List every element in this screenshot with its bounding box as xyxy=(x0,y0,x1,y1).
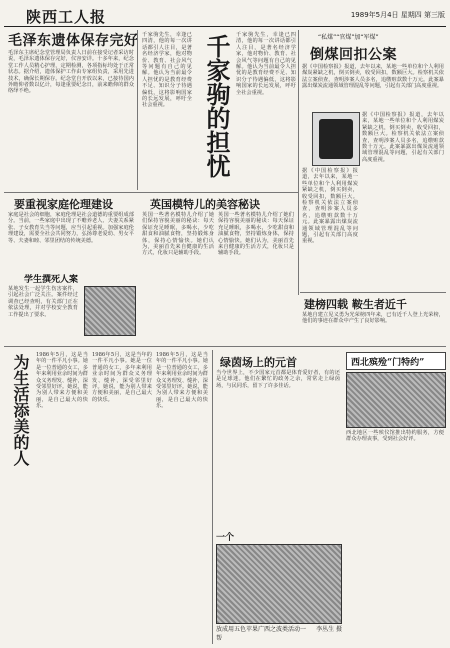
article-kill-body-a: 千家驹先生，幸逢已四清，他的每一次讲话都引人注目，是著名经济学家，他对物价、教育、社会风气等问题有自己的见解。他认为当前最令人担忧的是教育经费不足、知识分子待遇偏低，这将影响国家的长远发展，呼吁全社会重视。 xyxy=(142,32,192,109)
tagline-scandal: “私煤”“官煤”加“军煤” xyxy=(318,34,379,41)
photo-credit: 李丛生 摄 xyxy=(316,626,342,633)
column-rule xyxy=(298,30,299,295)
article-life-body-a: 1986年5月，这是当年的一件平凡小事。她是一位普通的女工，多年来利用业余时间为群众义务理发、缝补，深受邻里好评。她说，能为别人带来方便和美丽，是自己最大的快乐。 xyxy=(36,352,88,410)
masthead-title: 陕西工人报 xyxy=(26,8,107,26)
article-family-body: 家庭是社会的细胞，家庭伦理是社会道德的重要组成部分。当前，一些家庭中出现了不赡养老人、夫妻关系紧张、子女教育失当等问题，应当引起重视。加强家庭伦理建设，需要全社会共同努力，弘扬尊老爱幼、男女平等、夫妻和睦、邻里团结的传统美德。 xyxy=(8,212,134,244)
masthead-rule xyxy=(4,26,446,27)
article-english-body-a: 英国一些著名模特儿介绍了她们保持容貌美丽的秘诀：每天保证充足睡眠，多喝水，少吃甜食和油腻食物，坚持锻炼身体，保持心情愉快。她们认为，美丽首先来自健康的生活方式，化妆只是辅助手段。 xyxy=(142,212,214,257)
seal-logo xyxy=(312,112,360,166)
section-rule xyxy=(4,346,446,347)
photo-bottom xyxy=(216,544,342,624)
photo-north xyxy=(346,372,446,428)
headline-green: 绿茵场上的元首 xyxy=(220,356,297,369)
headline-family: 要重视家庭伦理建设 xyxy=(14,198,113,211)
column-rule xyxy=(212,350,213,644)
article-kill-body-b: 千家驹先生，幸逢已四清，他的每一次讲话都引人注目，是著名经济学家，他对物价、教育、社会风气等问题有自己的见解。他认为当前最令人担忧的是教育经费不足、知识分子待遇偏低，这将影响国家的长远发展，呼吁全社会重视。 xyxy=(236,32,296,96)
column-rule xyxy=(137,30,138,190)
article-north-body: 西北地区一些殡仪馆推出特约服务，方便群众办理丧事，受到社会好评。 xyxy=(346,430,444,443)
article-mao-body: 毛泽东主席纪念堂管理局负责人日前在接受记者采访时说，毛泽东遗体保存完好，仪容安详。十多年来，纪念堂工作人员精心护理，定期检测，各项指标均处于正常状态。据介绍，遗体保护工作由专家组负责，采用先进技术，确保长期保存。纪念堂自开放以来，已接待国内外瞻仰者数以亿计，每逢重要纪念日，前来瞻仰的群众络绎不绝。 xyxy=(8,50,134,95)
article-diff-body: 某地自建立见义勇为光荣榜四年来，已有近千人登上光荣榜，他们的事迹在群众中产生了良好影响。 xyxy=(302,312,444,325)
photo-caption: 放成用五色苹果广西之波类活动一帮 xyxy=(216,626,307,642)
headline-scandal: 倒煤回扣公案 xyxy=(310,47,397,63)
photo-cartoon xyxy=(84,286,136,336)
headline-pkg: 学生撰死人案 xyxy=(24,275,79,285)
headline-english: 英国模特儿的美容秘诀 xyxy=(150,198,260,211)
headline-mao: 毛泽东遗体保存完好 xyxy=(8,33,139,49)
article-scandal-body-c: 据《中国检察报》报道，去年以来，某地一些单位和个人利用煤炭紧缺之机，倒买倒卖，收受回扣，数额巨大。检察机关依法立案侦查，查明涉案人员多名，追缴赃款数十万元。此案暴露出煤炭流通领域管理混乱等问题，引起有关部门高度重视。 xyxy=(302,168,358,245)
section-rule xyxy=(4,192,298,193)
headline-cat: 一个 xyxy=(216,533,235,543)
section-rule xyxy=(300,292,446,293)
article-pkg-body: 某地发生一起学生伤害案件，引起社会广泛关注。案件经过调查已经查明，有关部门正在依法处理，并对学校安全教育工作提出了要求。 xyxy=(8,286,78,318)
article-life-body-c: 1986年5月，这是当年的一件平凡小事。她是一位普通的女工，多年来利用业余时间为群众义务理发、缝补，深受邻里好评。她说，能为别人带来方便和美丽，是自己最大的快乐。 xyxy=(156,352,208,410)
headline-kill: 千家驹的担忧 xyxy=(202,34,231,178)
headline-north: 西北殡殓“门特约” xyxy=(351,358,425,368)
article-life-body-b: 1986年5月，这是当年的一件平凡小事。她是一位普通的女工，多年来利用业余时间为群众义务理发、缝补，深受邻里好评。她说，能为别人带来方便和美丽，是自己最大的快乐。 xyxy=(92,352,152,403)
headline-life: 为生活添美的人 xyxy=(11,354,30,466)
seal-mark xyxy=(319,119,353,159)
issue-date: 1989年5月4日 星期四 第三版 xyxy=(350,11,445,19)
article-scandal-body-b: 据《中国检察报》报道，去年以来，某地一些单位和个人利用煤炭紧缺之机，倒买倒卖，收受回扣，数额巨大。检察机关依法立案侦查，查明涉案人员多名，追缴赃款数十万元。此案暴露出煤炭流通领域管理混乱等问题，引起有关部门高度重视。 xyxy=(362,112,444,163)
headline-box-north xyxy=(346,352,446,370)
headline-diff: 建榜四载 鞍生者近千 xyxy=(304,298,407,311)
article-english-body-b: 英国一些著名模特儿介绍了她们保持容貌美丽的秘诀：每天保证充足睡眠，多喝水，少吃甜食和油腻食物，坚持锻炼身体，保持心情愉快。她们认为，美丽首先来自健康的生活方式，化妆只是辅助手段。 xyxy=(218,212,294,257)
article-scandal-body-a: 据《中国检察报》报道，去年以来，某地一些单位和个人利用煤炭紧缺之机，倒买倒卖，收受回扣，数额巨大。检察机关依法立案侦查，查明涉案人员多名，追缴赃款数十万元。此案暴露出煤炭流通领域管理混乱等问题，引起有关部门高度重视。 xyxy=(302,64,444,90)
article-green-body: 当今世界上，不少国家元首都是体育爱好者，有的还是足球迷。他们在繁忙的政务之余，常常走上绿茵场，与民同乐，留下了许多佳话。 xyxy=(216,370,340,389)
